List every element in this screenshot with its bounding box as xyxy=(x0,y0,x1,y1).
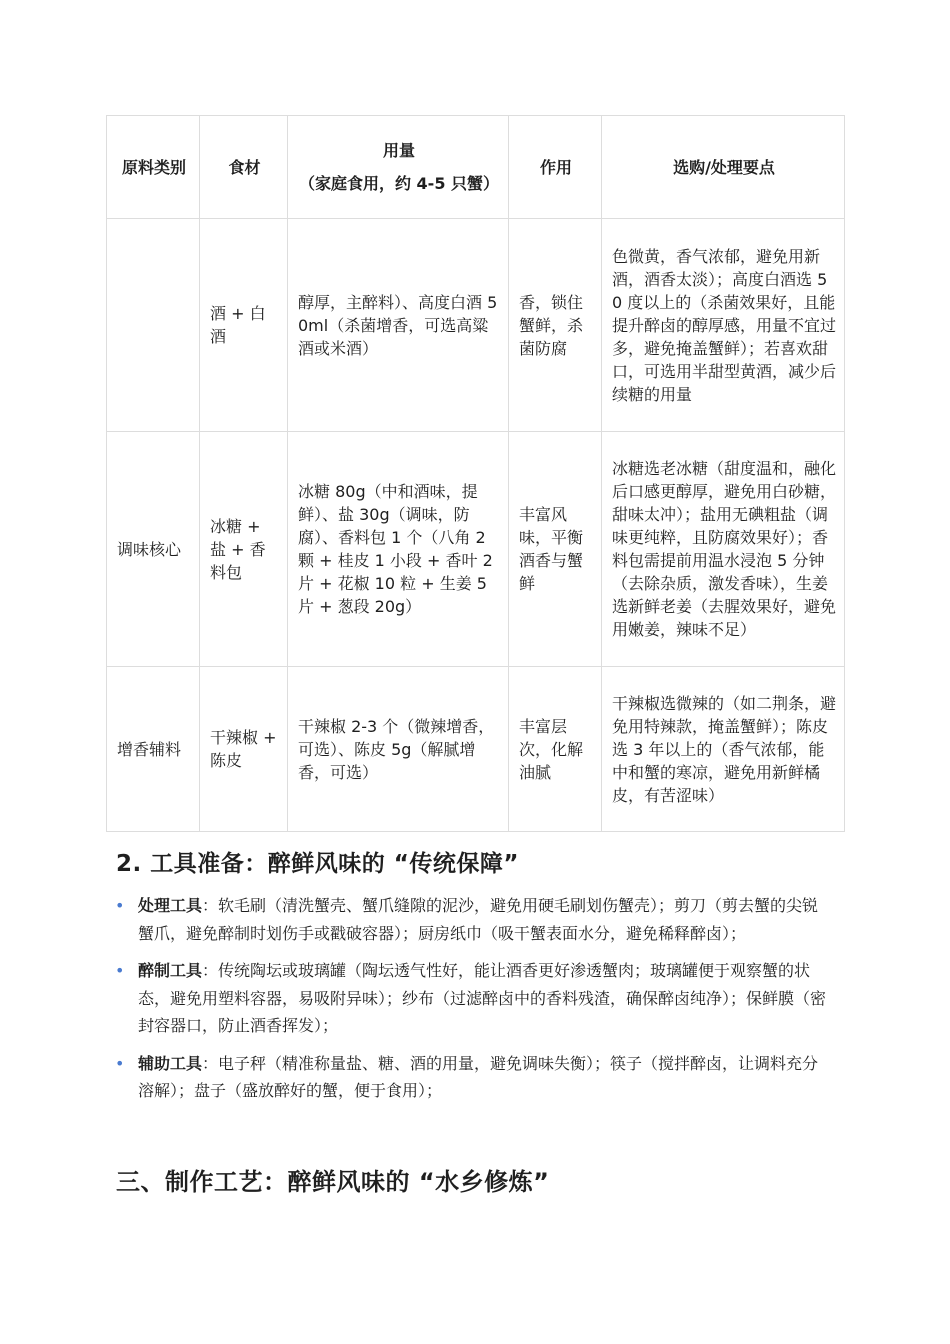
tool-item-text: ：电子秤（精准称量盐、糖、酒的用量，避免调味失衡）；筷子（搅拌醉卤，让调料充分溶解）；盘子（盛放醉好的蟹，便于食用）； xyxy=(138,1053,819,1100)
header-ingredient: 食材 xyxy=(200,116,288,219)
tool-item-text: ：传统陶坛或玻璃罐（陶坛透气性好，能让酒香更好渗透蟹肉；玻璃罐便于观察蟹的状态，避免用塑料容器，易吸附异味）；纱布（过滤醉卤中的香料残渣，确保醉卤纯净）；保鲜膜（密封容器口，防止酒香挥发）； xyxy=(138,961,827,1035)
tools-list xyxy=(112,892,828,1115)
cell-tips: 冰糖选老冰糖（甜度温和，融化后口感更醇厚，避免用白砂糖，甜味太冲）；盐用无碘粗盐（调味更纯粹，且防腐效果好）；香料包需提前用温水浸泡 5 分钟（去除杂质，激发香味），生姜选新鲜老姜（去腥效果好，避免用嫩姜，辣味不足） xyxy=(602,432,845,667)
cell-category: 调味核心 xyxy=(107,432,200,667)
tool-item-text: ：软毛刷（清洗蟹壳、蟹爪缝隙的泥沙，避免用硬毛刷划伤蟹壳）；剪刀（剪去蟹的尖锐蟹爪，避免醉制时划伤手或戳破容器）；厨房纸巾（吸干蟹表面水分，避免稀释醉卤）； xyxy=(138,896,819,943)
cell-tips: 干辣椒选微辣的（如二荆条，避免用特辣款，掩盖蟹鲜）；陈皮选 3 年以上的（香气浓郁，能中和蟹的寒凉，避免用新鲜橘皮，有苦涩味） xyxy=(602,667,845,832)
tool-item-title: 辅助工具 xyxy=(138,1053,203,1073)
cell-tips: 色微黄，香气浓郁，避免用新酒，酒香太淡）；高度白酒选 50 度以上的（杀菌效果好，且能提升醉卤的醇厚感，用量不宜过多，避免掩盖蟹鲜）；若喜欢甜口，可选用半甜型黄酒，减少后续糖的用量 xyxy=(602,219,845,432)
cell-ingredient: 干辣椒 + 陈皮 xyxy=(200,667,288,832)
header-amount xyxy=(288,116,509,219)
bullet-icon: • xyxy=(115,896,125,915)
cell-category: 增香辅料 xyxy=(107,667,200,832)
header-amount-title: 用量 xyxy=(382,141,415,160)
list-item xyxy=(112,957,828,1040)
header-category: 原料类别 xyxy=(107,116,200,219)
list-item xyxy=(112,1050,828,1105)
list-item xyxy=(112,892,828,947)
cell-amount: 冰糖 80g（中和酒味，提鲜）、盐 30g（调味，防腐）、香料包 1 个（八角 2 颗 + 桂皮 1 小段 + 香叶 2 片 + 花椒 10 粒 + 生姜 5 片 + 葱段 20g） xyxy=(288,432,509,667)
cell-amount: 干辣椒 2-3 个（微辣增香，可选）、陈皮 5g（解腻增香，可选） xyxy=(288,667,509,832)
cell-ingredient: 酒 + 白酒 xyxy=(200,219,288,432)
cell-amount: 醇厚，主醉料）、高度白酒 50ml（杀菌增香，可选高粱酒或米酒） xyxy=(288,219,509,432)
craft-section-heading: 三、制作工艺：醉鲜风味的 “水乡修炼” xyxy=(116,1168,550,1196)
cell-function: 丰富风味，平衡酒香与蟹鲜 xyxy=(509,432,602,667)
tool-item-title: 处理工具 xyxy=(138,896,203,915)
ingredients-table xyxy=(106,115,845,832)
tools-section-heading: 2. 工具准备：醉鲜风味的 “传统保障” xyxy=(116,851,519,877)
bullet-icon: • xyxy=(115,1053,125,1073)
cell-function: 香，锁住蟹鲜，杀菌防腐 xyxy=(509,219,602,432)
header-tips: 选购/处理要点 xyxy=(602,116,845,219)
tool-item-title: 醉制工具 xyxy=(138,961,203,980)
cell-category xyxy=(107,219,200,432)
header-amount-note: （家庭食用，约 4-5 只蟹） xyxy=(298,174,500,193)
header-function: 作用 xyxy=(509,116,602,219)
table-header-row xyxy=(107,116,845,219)
table-row xyxy=(107,432,845,667)
table-row xyxy=(107,219,845,432)
table-row xyxy=(107,667,845,832)
cell-function: 丰富层次，化解油腻 xyxy=(509,667,602,832)
bullet-icon: • xyxy=(115,961,125,980)
cell-ingredient: 冰糖 + 盐 + 香料包 xyxy=(200,432,288,667)
